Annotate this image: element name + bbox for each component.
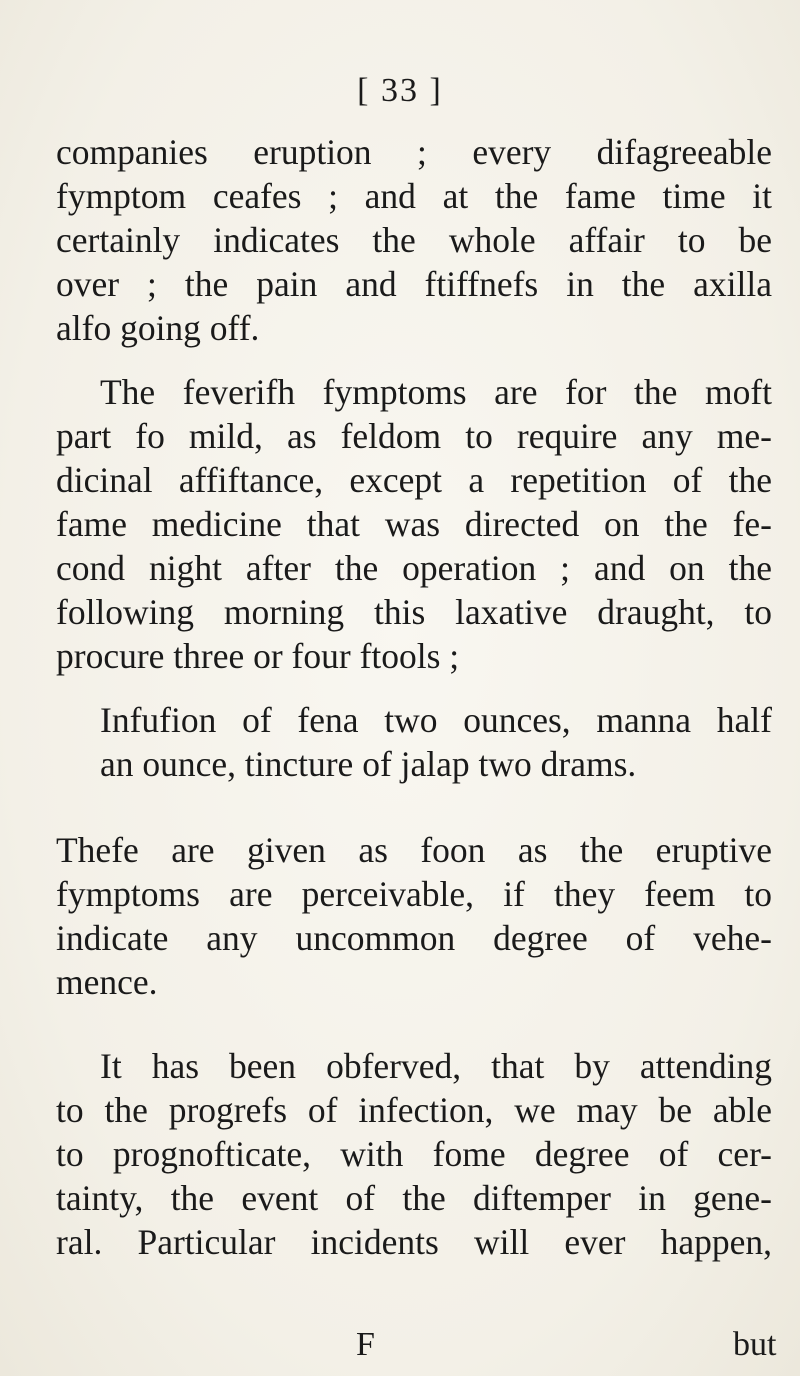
text-line: companies eruption ; every difagreeable	[56, 132, 772, 172]
recipe-line: Infufion of fena two ounces, manna half	[100, 700, 772, 740]
text-line: fame medicine that was directed on the fe-	[56, 504, 772, 544]
text-line: ral. Particular incidents will ever happen,	[56, 1222, 772, 1262]
page-number: [ 33 ]	[357, 72, 443, 109]
text-line: tainty, the event of the diftemper in gene-	[56, 1178, 772, 1218]
text-line: fymptom ceafes ; and at the fame time it	[56, 176, 772, 216]
text-line: mence.	[56, 962, 158, 1002]
signature-mark: F	[356, 1326, 375, 1363]
text-line: certainly indicates the whole affair to be	[56, 220, 772, 260]
catchword: but	[733, 1326, 777, 1363]
text-line: fymptoms are perceivable, if they feem to	[56, 874, 772, 914]
text-line: following morning this laxative draught, to	[56, 592, 772, 632]
text-line: cond night after the operation ; and on the	[56, 548, 772, 588]
text-line: over ; the pain and ftiffnefs in the axilla	[56, 264, 772, 304]
text-line: procure three or four ftools ;	[56, 636, 460, 676]
text-line: It has been obferved, that by attending	[100, 1046, 772, 1086]
recipe-line: an ounce, tincture of jalap two drams.	[100, 744, 637, 784]
text-line: Thefe are given as foon as the eruptive	[56, 830, 772, 870]
text-line: to prognofticate, with fome degree of cer-	[56, 1134, 772, 1174]
text-line: alfo going off.	[56, 308, 260, 348]
text-line: indicate any uncommon degree of vehe-	[56, 918, 772, 958]
text-line: dicinal affiftance, except a repetition of the	[56, 460, 772, 500]
text-line: The feverifh fymptoms are for the moft	[100, 372, 772, 412]
text-line: to the progrefs of infection, we may be able	[56, 1090, 772, 1130]
text-line: part fo mild, as feldom to require any me-	[56, 416, 772, 456]
